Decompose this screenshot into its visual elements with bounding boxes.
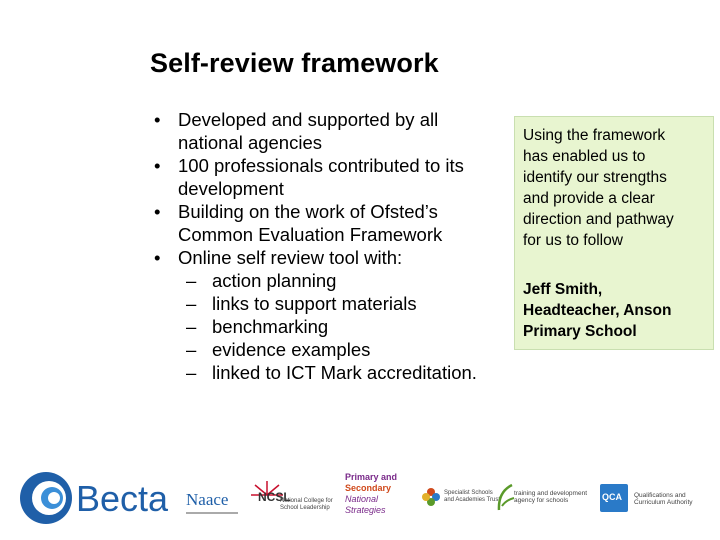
bullet-text: Developed and supported by all [178, 109, 439, 130]
quote-line: for us to follow [523, 232, 623, 249]
author-role: Headteacher, Anson [523, 302, 672, 319]
sub-bullet-text: action planning [212, 270, 337, 291]
bullet-marker: • [154, 109, 161, 130]
sub-bullet-item [150, 315, 510, 338]
ssat-line: Specialist Schools [444, 490, 493, 496]
bullet-text: 100 professionals contributed to its [178, 155, 464, 176]
bullet-item [150, 108, 510, 154]
sub-bullet-text: benchmarking [212, 316, 329, 337]
becta-logo [16, 468, 169, 528]
quote-author [523, 279, 707, 342]
quote-line: has enabled us to [523, 148, 646, 165]
becta-swirl-icon [16, 468, 76, 528]
sub-bullet-marker: – [186, 316, 197, 337]
sub-bullet-item [150, 292, 510, 315]
partner-logos-footer [0, 458, 720, 540]
qca-line: Qualifications and [634, 492, 686, 499]
quote-box [514, 116, 714, 350]
qca-wordmark: QCA [602, 492, 622, 502]
bullet-item [150, 154, 510, 200]
quote-line: Using the framework [523, 127, 666, 144]
strategies-line: National Strategies [345, 494, 386, 515]
ncsl-subtitle: School Leadership [280, 505, 330, 511]
tda-line: agency for schools [514, 497, 569, 504]
ssat-flower-icon [422, 488, 440, 506]
naace-wordmark: Naace [186, 490, 229, 509]
ncsl-subtitle: National College for [280, 498, 333, 504]
qca-badge [600, 484, 628, 512]
sub-bullet-marker: – [186, 293, 197, 314]
author-name: Jeff Smith, [523, 281, 603, 298]
sub-bullet-item [150, 269, 510, 292]
sub-bullet-marker: – [186, 339, 197, 360]
ncsl-wordmark: NCSL [258, 490, 291, 504]
sub-bullet-text: linked to ICT Mark accreditation. [212, 362, 477, 383]
bullet-marker: • [154, 155, 161, 176]
tda-leaf-icon [496, 482, 516, 512]
strategies-line: Primary and [345, 472, 398, 482]
bullet-text-cont: national agencies [178, 132, 322, 153]
sub-bullet-marker: – [186, 270, 197, 291]
bullet-text-cont: development [178, 178, 284, 199]
sub-bullet-item [150, 338, 510, 361]
qca-line: Curriculum Authority [634, 499, 693, 506]
bullet-text-cont: Common Evaluation Framework [178, 224, 443, 245]
author-school: Primary School [523, 323, 637, 340]
bullet-marker: • [154, 247, 161, 268]
strategies-line: Secondary [345, 483, 392, 493]
bullet-marker: • [154, 201, 161, 222]
ncsl-logo [250, 480, 340, 520]
naace-logo [186, 488, 246, 518]
ssat-logo [422, 488, 502, 518]
quote-line: identify our strengths [523, 169, 667, 186]
slide-title: Self-review framework [150, 48, 439, 78]
bullet-text: Building on the work of Ofsted’s [178, 201, 438, 222]
tda-line: training and development [514, 490, 587, 497]
ssat-line: and Academies Trust [444, 497, 501, 503]
quote-line: and provide a clear [523, 190, 655, 207]
tda-logo [496, 482, 596, 518]
bullet-text: Online self review tool with: [178, 247, 403, 268]
sub-bullet-text: links to support materials [212, 293, 417, 314]
quote-line: direction and pathway [523, 211, 674, 228]
sub-bullet-text: evidence examples [212, 339, 371, 360]
bullet-list [150, 108, 510, 384]
bullet-item [150, 246, 510, 269]
becta-wordmark: Becta [76, 478, 169, 519]
national-strategies-logo [345, 472, 417, 518]
sub-bullet-item [150, 361, 510, 384]
bullet-item [150, 200, 510, 246]
quote-text [523, 125, 707, 251]
sub-bullet-marker: – [186, 362, 197, 383]
qca-logo [600, 484, 710, 518]
